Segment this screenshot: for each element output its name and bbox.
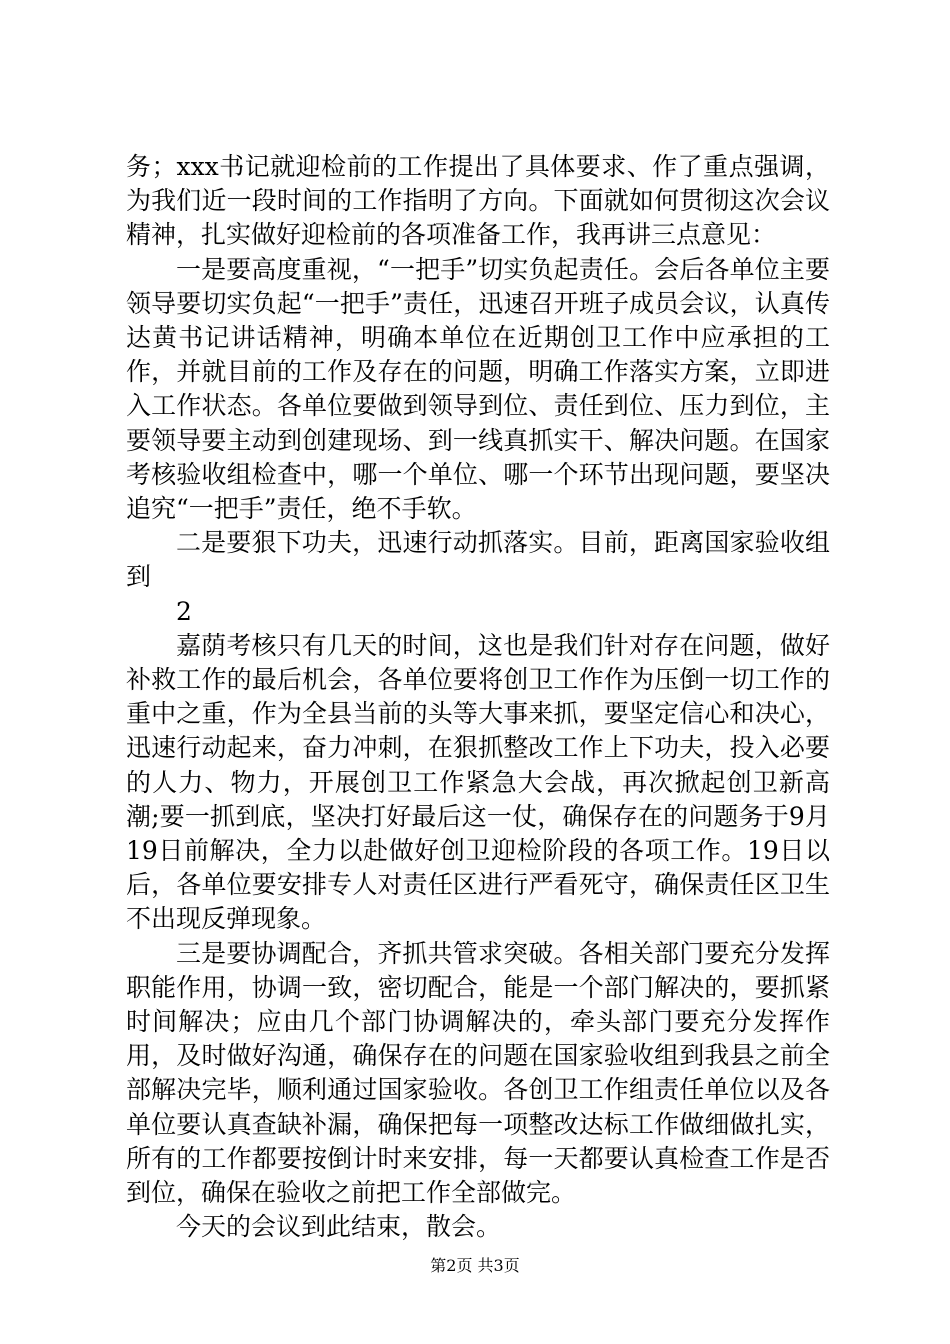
paragraph-point-three: 三是要协调配合，齐抓共管求突破。各相关部门要充分发挥职能作用，协调一致，密切配合，能是一个部门解决的，要抓紧时间解决；应由几个部门协调解决的，牵头部门要充分发挥作用，及时做好沟通，确保存在的问题在国家验收组到我县之前全部解决完毕，顺利通过国家验收。各创卫工作组责任单位以及各单位要认真查缺补漏，确保把每一项整改达标工作做细做扎实，所有的工作都要按倒计时来安排，每一天都要认真检查工作是否到位，确保在验收之前把工作全部做完。 [126, 938, 830, 1208]
paragraph-closing: 今天的会议到此结束，散会。 [176, 1212, 502, 1242]
body-text [126, 150, 830, 1245]
paragraph-point-two-cont: 嘉荫考核只有几天的时间，这也是我们针对存在问题，做好补救工作的最后机会，各单位要将创卫工作作为压倒一切工作的重中之重，作为全县当前的头等大事来抓，要坚定信心和决心，迅速行动起来，奋力冲刺，在狠抓整改工作上下功夫，投入必要的人力、物力，开展创卫工作紧急大会战，再次掀起创卫新高潮;要一抓到底，坚决打好最后这一仗，确保存在的问题务于9月19日前解决，全力以赴做好创卫迎检阶段的各项工作。19日以后，各单位要安排专人对责任区进行严看死守，确保责任区卫生不出现反弹现象。 [126, 630, 830, 934]
paragraph-point-one: 一是要高度重视，“一把手”切实负起责任。会后各单位主要领导要切实负起“一把手”责任，迅速召开班子成员会议，认真传达黄书记讲话精神，明确本单位在近期创卫工作中应承担的工作，并就目前的工作及存在的问题，明确工作落实方案，立即进入工作状态。各单位要做到领导到位、责任到位、压力到位，主要领导要主动到创建现场、到一线真抓实干、解决问题。在国家考核验收组检查中，哪一个单位、哪一个环节出现问题，要坚决追究“一把手”责任，绝不手软。 [126, 254, 830, 524]
inline-page-number: 2 [176, 596, 192, 626]
paragraph-continuation: 务；xxx书记就迎检前的工作提出了具体要求、作了重点强调，为我们近一段时间的工作指明了方向。下面就如何贯彻这次会议精神，扎实做好迎检前的各项准备工作，我再讲三点意见： [126, 152, 830, 250]
page-footer: 第2页 共3页 [430, 1256, 520, 1275]
paragraph-point-two-start: 二是要狠下功夫，迅速行动抓落实。目前，距离国家验收组到 [126, 528, 830, 592]
